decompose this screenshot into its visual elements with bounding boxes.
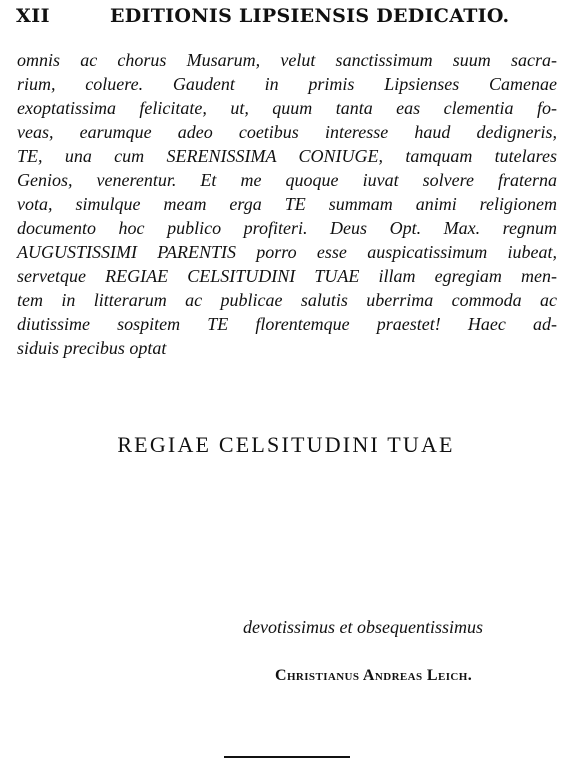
valediction: devotissimus et obsequentissimus (243, 617, 483, 637)
body-line: siduis precibus optat (17, 338, 167, 358)
page-number: XII (16, 5, 51, 27)
body-line: vota, simulque meam erga TE summam animi religionem (17, 194, 557, 214)
closing-rule (224, 756, 350, 758)
body-line: omnis ac chorus Musarum, velut sanctissimum suum sacra- (17, 50, 557, 70)
dedication-body (17, 48, 557, 360)
body-line: TE, una cum SERENISSIMA CONIUGE, tamquam tutelares (17, 146, 557, 166)
body-line: rium, coluere. Gaudent in primis Lipsienses Camenae (17, 74, 557, 94)
body-line: diutissime sospitem TE florentemque praestet! Haec ad- (17, 314, 557, 334)
running-head: EDITIONIS LIPSIENSIS DEDICATIO. (110, 5, 510, 27)
body-line: tem in litterarum ac publicae salutis uberrima commoda ac (17, 290, 557, 310)
body-line: exoptatissima felicitate, ut, quum tanta eas clementia fo- (17, 98, 557, 118)
body-line: veas, earumque adeo coetibus interesse haud dedigneris, (17, 122, 557, 142)
signature: Christianus Andreas Leich. (275, 667, 473, 684)
body-line: servetque REGIAE CELSITUDINI TUAE illam egregiam men- (17, 266, 557, 286)
body-line: documento hoc publico profiteri. Deus Opt. Max. regnum (17, 218, 557, 238)
body-line: AUGUSTISSIMI PARENTIS porro esse auspicatissimum iubeat, (17, 242, 557, 262)
body-line: Genios, venerentur. Et me quoque iuvat solvere fraterna (17, 170, 557, 190)
page-header (16, 5, 556, 35)
dedication-address: REGIAE CELSITUDINI TUAE (117, 432, 455, 457)
